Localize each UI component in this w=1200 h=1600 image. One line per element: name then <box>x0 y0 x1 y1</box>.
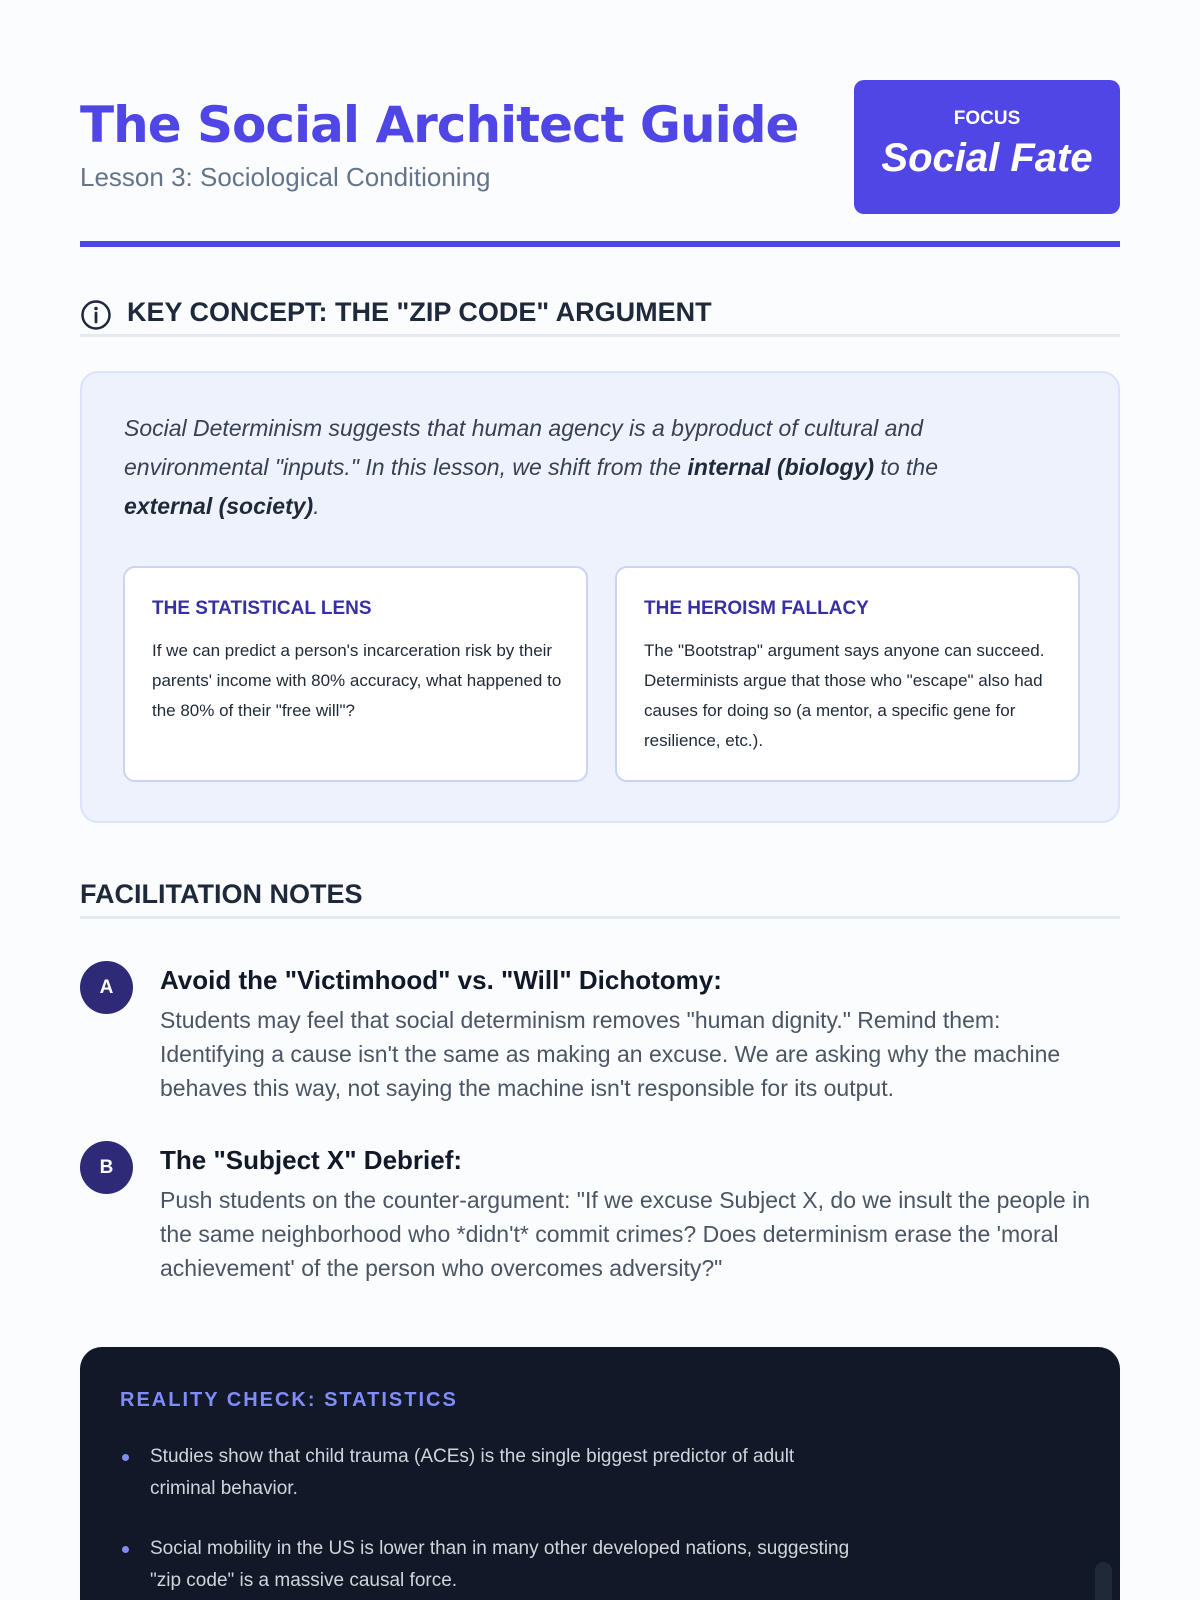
key-concept-heading-text: KEY CONCEPT: THE "ZIP CODE" ARGUMENT <box>127 297 712 327</box>
header-divider <box>80 241 1120 247</box>
facilitation-note-a <box>80 961 1120 1111</box>
concept-intro: Social Determinism suggests that human agency is a byproduct of cultural and environmental "inputs." In this lesson, we shift from the internal (biology) to the external (society). <box>124 415 938 519</box>
card-body: If we can predict a person's incarceration risk by their parents' income with 80% accuracy, what happened to the 80% of their "free will"? <box>152 641 562 720</box>
statistical-lens-card <box>123 566 588 782</box>
focus-value: Social Fate <box>881 136 1093 180</box>
card-body: The "Bootstrap" argument says anyone can succeed. Determinists argue that those who "escape" also had causes for doing so (a mentor, a specific gene for resilience, etc.). <box>644 641 1045 750</box>
emphasis-external: external (society) <box>124 493 314 519</box>
facilitation-heading <box>80 879 1120 919</box>
facilitation-heading-text: FACILITATION NOTES <box>80 879 363 909</box>
bullet-icon <box>122 1546 129 1553</box>
card-title: THE STATISTICAL LENS <box>152 598 372 619</box>
note-badge: B <box>80 1141 133 1194</box>
page-title: The Social Architect Guide <box>80 96 799 154</box>
card-title: THE HEROISM FALLACY <box>644 598 869 619</box>
info-icon <box>80 299 112 331</box>
list-item: Social mobility in the US is lower than in many other developed nations, suggesting "zip code" is a massive causal force. <box>120 1533 860 1597</box>
scrollbar-thumb[interactable] <box>1095 1562 1112 1600</box>
concept-box <box>80 371 1120 823</box>
note-title: Avoid the "Victimhood" vs. "Will" Dichotomy: <box>160 965 722 995</box>
bullet-icon <box>122 1454 129 1461</box>
heroism-fallacy-card <box>615 566 1080 782</box>
list-item: Studies show that child trauma (ACEs) is the single biggest predictor of adult criminal behavior. <box>120 1441 860 1505</box>
note-badge: A <box>80 961 133 1014</box>
key-concept-heading <box>80 297 1120 337</box>
page-header <box>80 80 1120 214</box>
note-body: Students may feel that social determinism removes "human dignity." Remind them: Identifying a cause isn't the same as making an excuse. We are asking why the machine behaves this way, not saying the machine isn't responsible for its output. <box>160 1007 1061 1101</box>
reality-check-panel <box>80 1347 1120 1600</box>
reality-check-list <box>120 1441 860 1600</box>
focus-badge <box>854 80 1120 214</box>
emphasis-internal: internal (biology) <box>687 454 875 480</box>
lesson-subtitle: Lesson 3: Sociological Conditioning <box>80 162 491 192</box>
facilitation-note-b <box>80 1141 1120 1291</box>
lesson-page <box>80 0 1120 1600</box>
focus-label: FOCUS <box>953 108 1021 129</box>
reality-check-title: REALITY CHECK: STATISTICS <box>120 1389 458 1411</box>
note-body: Push students on the counter-argument: "If we excuse Subject X, do we insult the people in the same neighborhood who *didn't* commit crimes? Does determinism erase the 'moral achievement' of the person who overcomes adversity?" <box>160 1187 1090 1281</box>
note-title: The "Subject X" Debrief: <box>160 1145 463 1175</box>
